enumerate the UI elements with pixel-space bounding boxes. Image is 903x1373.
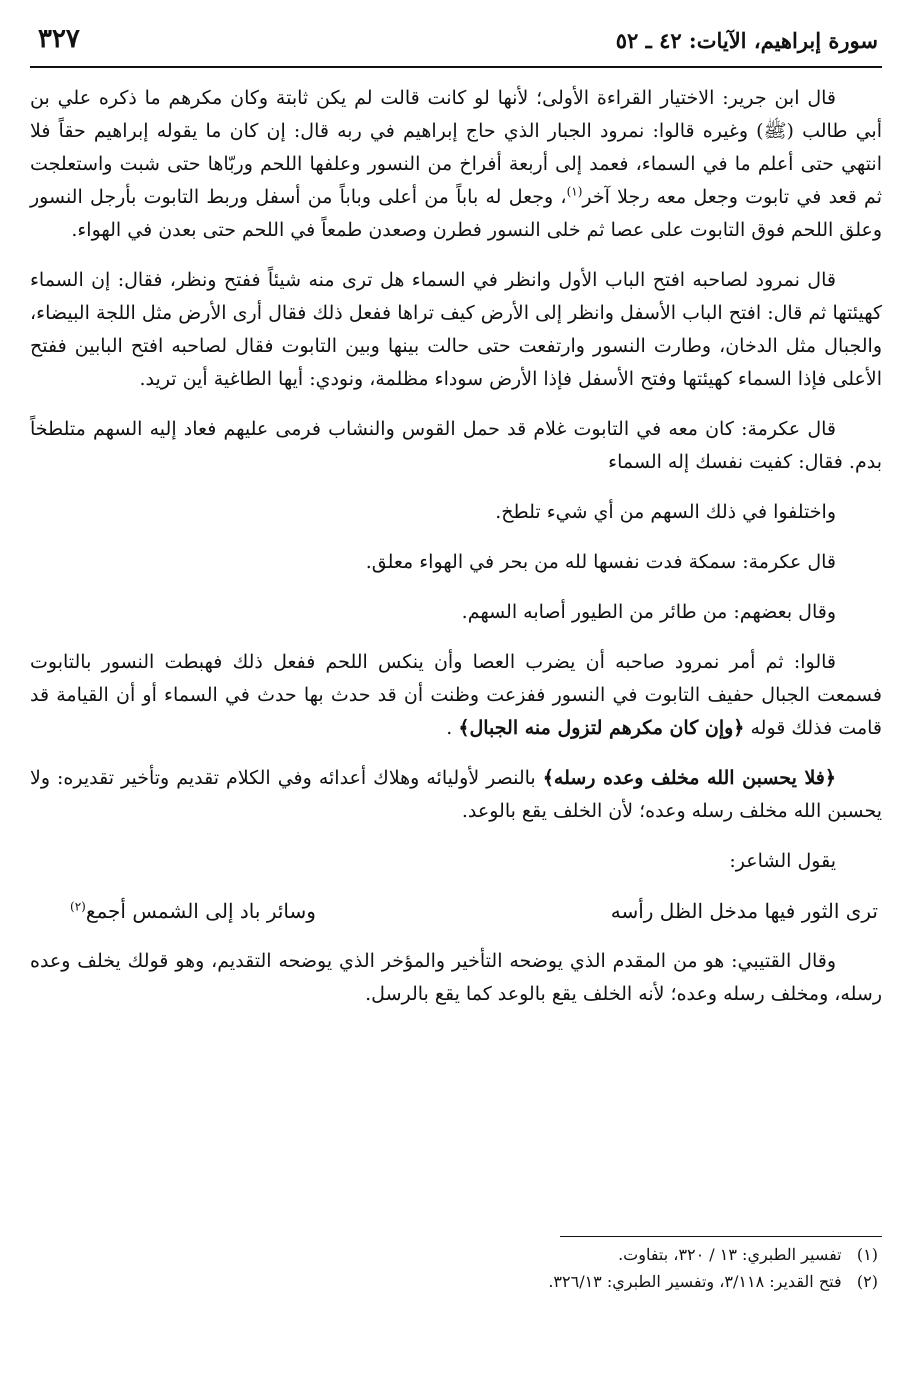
page-number: ٣٢٧ — [38, 24, 80, 54]
paragraph-nimrod: قال نمرود لصاحبه افتح الباب الأول وانظر في السماء هل ترى منه شيئاً ففتح ونظر، فقال: إن السماء كهيئتها ثم قال: افتح الباب الأسفل وانظر إلى الأرض كيف تراها ففعل ذلك فقال أرى الأرض مثل اللجة البيضاء، والجبال مثل الدخان، وطارت النسور وارتفعت حتى حالت بينها وبين التابوت فقال لصاحبه افتح البابين ففتح الأعلى فإذا السماء كهيئتها وفتح الأسفل فإذا الأرض سوداء مظلمة، ونودي: أيها الطاغية أين تريد. — [30, 269, 882, 390]
footnote-divider — [560, 1236, 882, 1237]
quran-quote: ﴿فلا يحسبن الله مخلف وعده رسله﴾ — [542, 767, 836, 789]
paragraph-text: قالوا: ثم أمر نمرود صاحبه أن يضرب العصا وأن ينكس اللحم ففعل ذلك فهبطت النسور بالتابوت فسمعت الجبال حفيف التابوت في النسور ففزعت وظنت أن قد حدث بها حدث في السماء أو أن القيامة قد قامت فذلك قوله — [30, 651, 882, 739]
paragraph-text: ، وجعل له باباً من أعلى وباباً من أسفل وربط التابوت بأرجل النسور وعلق اللحم فوق التابوت على عصا ثم خلى النسور فطرن وصعدن طمعاً في اللحم حتى بعدن في الهواء. — [30, 186, 882, 241]
footnote-number: (٢) — [856, 1272, 878, 1291]
paragraph-ibn-jarir — [30, 82, 882, 247]
footnote-ref: (١) — [566, 184, 583, 199]
footnote-ref: (٢) — [70, 899, 86, 914]
paragraph-text: . — [446, 717, 453, 739]
book-page — [30, 22, 882, 1352]
verse-first-hemistich: ترى الثور فيها مدخل الظل رأسه — [610, 899, 878, 923]
verse-second-hemistich — [70, 895, 316, 928]
paragraph-descent — [30, 646, 882, 745]
quran-quote: ﴿وإن كان مكرهم لتزول منه الجبال﴾ — [458, 717, 745, 739]
footnote-item — [30, 1245, 882, 1264]
paragraph-ikrima-fish: قال عكرمة: سمكة فدت نفسها لله من بحر في الهواء معلق. — [365, 551, 836, 573]
paragraph-poet-intro: يقول الشاعر: — [729, 850, 836, 872]
paragraph-ikrima: قال عكرمة: كان معه في التابوت غلام قد حمل القوس والنشاب فرمى عليهم فعاد إليه السهم متلطخاً بدم. فقال: كفيت نفسك إله السماء — [30, 418, 882, 473]
page-header — [30, 22, 882, 68]
poetry-verse — [30, 895, 882, 928]
paragraph-qutaybi: وقال القتيبي: هو من المقدم الذي يوضحه التأخير والمؤخر الذي يوضحه التقديم، وهو قولك يخلف وعده رسله، ومخلف رسله وعده؛ لأنه الخلف يقع بالوعد كما يقع بالرسل. — [30, 950, 882, 1005]
footnote-text: تفسير الطبري: ١٣ / ٣٢٠، بتفاوت. — [618, 1245, 842, 1264]
paragraph-text: بالنصر لأوليائه وهلاك أعدائه وفي الكلام تقديم وتأخير تقديره: ولا يحسبن الله مخلف رسله وعده؛ لأن الخلف يقع بالوعد. — [30, 767, 882, 822]
footnote-number: (١) — [856, 1245, 878, 1264]
page-body — [30, 82, 882, 1028]
paragraph-text: قال ابن جرير: الاختيار القراءة الأولى؛ لأنها لو كانت قالت لم يكن ثابتة وكان مكرهم ما ذكره علي بن أبي طالب (ﷺ) وغيره قالوا: نمرود الجبار الذي حاج إبراهيم في ربه قال: إن كان ما يقوله إبراهيم حقاً فلا انتهي حتى أعلم ما في السماء، فعمد إلى أربعة أفراخ من النسور وعلفها اللحم وربّاها حتى شبت واستعلجت ثم قعد في تابوت وجعل معه رجلا آخر — [30, 87, 882, 208]
footnotes — [30, 1236, 882, 1299]
footnote-item — [30, 1272, 882, 1291]
footnote-text: فتح القدير: ٣/١١٨، وتفسير الطبري: ٣٢٦/١٣. — [548, 1272, 842, 1291]
verse-text: وسائر باد إلى الشمس أجمع — [85, 899, 316, 923]
paragraph-promise — [30, 762, 882, 828]
paragraph-disagreement: واختلفوا في ذلك السهم من أي شيء تلطخ. — [495, 501, 836, 523]
paragraph-bird: وقال بعضهم: من طائر من الطيور أصابه السهم. — [461, 601, 836, 623]
running-title: سورة إبراهيم، الآيات: ٤٢ ـ ٥٢ — [615, 28, 878, 53]
